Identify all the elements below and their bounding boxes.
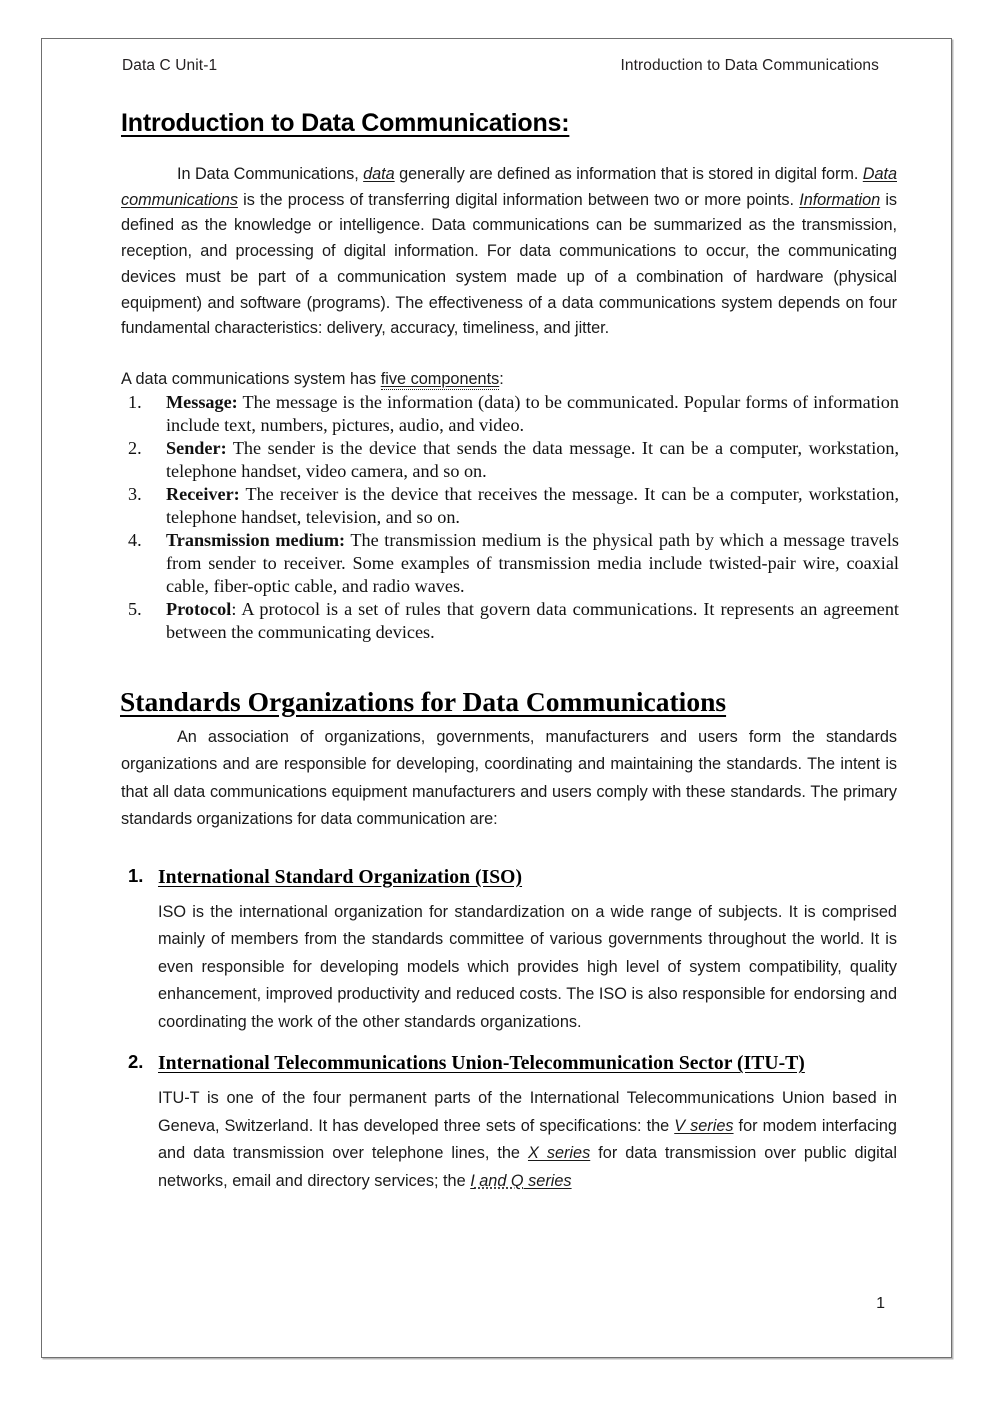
standards-intro-paragraph: An association of organizations, governments, manufacturers and users form the standards organizations and are responsible for developing, coordinating and maintaining the standards. The intent is that all data communications equipment manufacturers and users comply with these standards. The primary standards organizations for data communication are: <box>121 727 897 829</box>
component-text: : A protocol is a set of rules that govern data communications. It represents an agreement between the communicating devices. <box>166 598 899 642</box>
component-term: Protocol <box>166 598 232 619</box>
emphasis-series: series <box>523 1171 572 1190</box>
organization-body <box>158 1085 899 1195</box>
header-left-text: Data C Unit-1 <box>122 57 218 74</box>
spacer <box>118 644 899 686</box>
emphasis-x-series: X series <box>527 1144 591 1163</box>
five-components-lead-in <box>118 368 899 390</box>
list-item-iso <box>158 864 899 1037</box>
page-content-area <box>42 39 951 1357</box>
emphasis-data: data <box>363 165 395 183</box>
list-item-itu-t <box>158 1050 899 1195</box>
component-text: The transmission medium is the physical path by which a message travels from sender to receiver. Some examples of transmission media include twisted-pair wire, coaxial cable, fiber-optic cable, and radio waves. <box>166 529 899 596</box>
component-text: The sender is the device that sends the data message. It can be a computer, workstation, telephone handset, video camera, and so on. <box>166 437 899 481</box>
organization-body: ISO is the international organization for standardization on a wide range of subjects. It is comprised mainly of members from the standards committee of various governments throughout the world. It is even responsible for developing models which provides high level of system compatibility, quality enhancement, improved productivity and reduced costs. The ISO is also responsible for endorsing and coordinating the work of the other standards organizations. <box>158 902 897 1031</box>
component-term: Transmission medium: <box>166 529 346 550</box>
emphasis-v-series: V series <box>674 1116 734 1135</box>
intro-paragraph <box>118 162 899 342</box>
component-term: Receiver: <box>166 483 240 504</box>
list-item <box>154 391 899 437</box>
emphasis-information: Information <box>799 190 881 209</box>
section-title-introduction: Introduction to Data Communications: <box>121 109 570 137</box>
list-item <box>154 598 899 644</box>
intro-text-4: is defined as the knowledge or intelligence. Data communications can be summarized as the transmission, reception, and processing of digital information. For data communications to occur, the communicating devices must be part of a communication system made up of a combination of hardware (physical equipment) and software (programs). The effectiveness of a data communications system depends on four fundamental characteristics: delivery, accuracy, timeliness, and jitter. <box>121 190 897 338</box>
page-sheet <box>41 38 952 1358</box>
emphasis-and-q: and Q <box>474 1171 524 1190</box>
components-list <box>118 391 899 644</box>
section-title-standards-organizations: Standards Organizations for Data Communications <box>120 685 727 717</box>
component-text: The message is the information (data) to be communicated. Popular forms of information include text, numbers, pictures, audio, and video. <box>166 391 899 435</box>
spacer <box>118 342 899 368</box>
page-number: 1 <box>876 1295 885 1312</box>
emphasis-data-communications: Data communications <box>121 165 897 209</box>
itu-text-3: for data transmission over public digital networks, email and directory services; the <box>158 1144 897 1190</box>
component-text: The receiver is the device that receives the message. It can be a computer, workstation, telephone handset, television, and so on. <box>166 483 899 527</box>
intro-text-1: In Data Communications, <box>177 165 364 183</box>
itu-text-2: for modem interfacing and data transmission over telephone lines, the <box>158 1116 897 1163</box>
intro-text-3: is the process of transferring digital information between two or more points. <box>237 190 800 209</box>
component-term: Sender: <box>166 437 227 458</box>
list-item <box>154 437 899 483</box>
list-item <box>154 529 899 598</box>
emphasis-i-series: I <box>470 1171 475 1190</box>
running-header <box>118 57 899 75</box>
standards-organizations-list <box>118 864 899 1196</box>
list-item <box>154 483 899 529</box>
component-term: Message: <box>166 391 238 412</box>
organization-title: International Telecommunications Union-Telecommunication Sector (ITU-T) <box>158 1053 805 1075</box>
intro-text-2: generally are defined as information that is stored in digital form. <box>394 165 863 183</box>
organization-title: International Standard Organization (ISO) <box>158 866 523 888</box>
lead-in-after: : <box>499 369 504 388</box>
itu-text-1: ITU-T is one of the four permanent parts of the International Telecommunications Union based in Geneva, Switzerland. It has developed three sets of specifications: the <box>158 1089 897 1135</box>
lead-in-before: A data communications system has <box>121 369 381 388</box>
five-components-emphasis: five components <box>380 369 500 388</box>
header-right-text: Introduction to Data Communications <box>620 57 879 74</box>
